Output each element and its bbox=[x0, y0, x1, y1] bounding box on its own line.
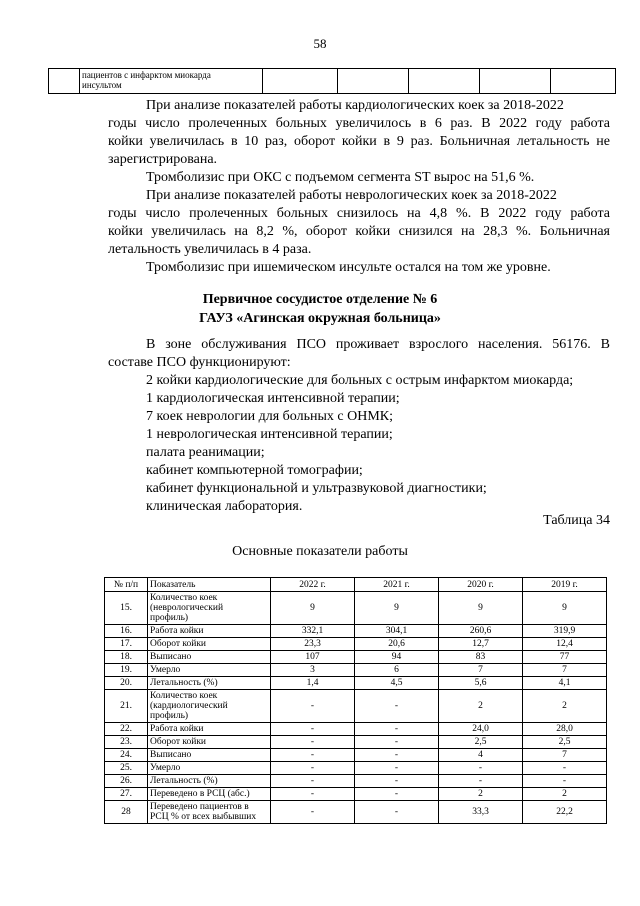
value-cell: 260,6 bbox=[439, 625, 523, 638]
indicator-name-line: (неврологический bbox=[150, 603, 224, 613]
indicator-name-line: Летальность (%) bbox=[150, 678, 218, 688]
value-cell: - bbox=[439, 775, 523, 788]
table-label: Таблица 34 bbox=[543, 513, 610, 528]
table-cell bbox=[409, 69, 480, 94]
row-number: 20. bbox=[105, 677, 148, 690]
table-row bbox=[105, 801, 607, 824]
indicator-name bbox=[148, 664, 271, 677]
indicator-name-line: профиль) bbox=[150, 711, 189, 721]
indicator-name-line: Умерло bbox=[150, 763, 181, 773]
table-row bbox=[105, 690, 607, 723]
table-cell bbox=[49, 69, 80, 94]
text-line: В зоне обслуживания ПСО проживает взрослого населения. 56176. В bbox=[146, 337, 610, 352]
value-cell: 4,1 bbox=[523, 677, 607, 690]
table-cell bbox=[263, 69, 338, 94]
value-cell: - bbox=[355, 749, 439, 762]
list-item: 2 койки кардиологические для больных с острым инфарктом миокарда; bbox=[146, 373, 574, 388]
value-cell: - bbox=[355, 801, 439, 824]
column-header: 2021 г. bbox=[355, 578, 439, 592]
value-cell: - bbox=[523, 775, 607, 788]
value-cell: 4,5 bbox=[355, 677, 439, 690]
value-cell: 5,6 bbox=[439, 677, 523, 690]
value-cell: - bbox=[355, 762, 439, 775]
value-cell: - bbox=[355, 788, 439, 801]
row-number: 27. bbox=[105, 788, 148, 801]
value-cell: 20,6 bbox=[355, 638, 439, 651]
row-number: 19. bbox=[105, 664, 148, 677]
indicator-name bbox=[148, 625, 271, 638]
value-cell: - bbox=[271, 736, 355, 749]
text-line: При анализе показателей работы кардиологических коек за 2018-2022 bbox=[146, 98, 564, 113]
section-heading bbox=[0, 290, 640, 328]
value-cell: 2,5 bbox=[439, 736, 523, 749]
column-header: Показатель bbox=[148, 578, 271, 592]
indicator-name bbox=[148, 690, 271, 723]
indicator-name-line: РСЦ % от всех выбывших bbox=[150, 812, 257, 822]
top-table-fragment bbox=[48, 68, 616, 94]
cell-text: инсультом bbox=[82, 80, 122, 90]
value-cell: 94 bbox=[355, 651, 439, 664]
table-row bbox=[105, 592, 607, 625]
indicator-name bbox=[148, 592, 271, 625]
value-cell: - bbox=[271, 801, 355, 824]
value-cell: 77 bbox=[523, 651, 607, 664]
value-cell: 304,1 bbox=[355, 625, 439, 638]
page-number: 58 bbox=[313, 36, 327, 51]
value-cell: 9 bbox=[271, 592, 355, 625]
table-row bbox=[105, 762, 607, 775]
table-header-row bbox=[105, 578, 607, 592]
table-body bbox=[105, 592, 607, 824]
value-cell: 28,0 bbox=[523, 723, 607, 736]
text-line: койки увеличилась на 8,2 %, оборот койки снизился на 28,3 %. Больничная bbox=[108, 224, 610, 239]
table-row bbox=[105, 736, 607, 749]
value-cell: - bbox=[355, 775, 439, 788]
indicator-name-line: Количество коек bbox=[150, 593, 218, 603]
value-cell: 33,3 bbox=[439, 801, 523, 824]
indicator-name-line: Переведено в РСЦ (абс.) bbox=[150, 789, 250, 799]
row-number: 21. bbox=[105, 690, 148, 723]
value-cell: - bbox=[355, 690, 439, 723]
indicator-name-line: Летальность (%) bbox=[150, 776, 218, 786]
table-row bbox=[105, 788, 607, 801]
list-item: палата реанимации; bbox=[146, 445, 265, 460]
list-item: 1 неврологическая интенсивной терапии; bbox=[146, 427, 393, 442]
indicator-name bbox=[148, 723, 271, 736]
column-header: 2019 г. bbox=[523, 578, 607, 592]
table-cell bbox=[551, 69, 616, 94]
indicator-name-line: Оборот койки bbox=[150, 639, 207, 649]
table-row bbox=[105, 664, 607, 677]
paragraph-thrombolysis-stroke bbox=[146, 259, 610, 277]
value-cell: 2 bbox=[523, 690, 607, 723]
row-number: 17. bbox=[105, 638, 148, 651]
table-cell bbox=[80, 69, 263, 94]
indicator-name bbox=[148, 801, 271, 824]
table-row bbox=[105, 775, 607, 788]
row-number: 28 bbox=[105, 801, 148, 824]
value-cell: 9 bbox=[355, 592, 439, 625]
column-header: № п/п bbox=[105, 578, 148, 592]
indicator-name-line: Выписано bbox=[150, 652, 192, 662]
row-number: 24. bbox=[105, 749, 148, 762]
indicator-name bbox=[148, 736, 271, 749]
row-number: 16. bbox=[105, 625, 148, 638]
value-cell: - bbox=[271, 762, 355, 775]
value-cell: 83 bbox=[439, 651, 523, 664]
list-item: 1 кардиологическая интенсивной терапии; bbox=[146, 391, 400, 406]
indicator-name-line: Работа койки bbox=[150, 724, 204, 734]
list-item: кабинет функциональной и ультразвуковой диагностики; bbox=[146, 481, 487, 496]
table-row bbox=[105, 677, 607, 690]
table-cell bbox=[338, 69, 409, 94]
indicator-name bbox=[148, 651, 271, 664]
table-row bbox=[105, 625, 607, 638]
indicator-name bbox=[148, 677, 271, 690]
row-number: 23. bbox=[105, 736, 148, 749]
table-row bbox=[105, 638, 607, 651]
indicator-name-line: профиль) bbox=[150, 613, 189, 623]
table-row bbox=[105, 749, 607, 762]
text-line: составе ПСО функционируют: bbox=[108, 355, 291, 370]
value-cell: 1,4 bbox=[271, 677, 355, 690]
indicator-name bbox=[148, 762, 271, 775]
heading-line: ГАУЗ «Агинская окружная больница» bbox=[199, 311, 441, 326]
column-header: 2022 г. bbox=[271, 578, 355, 592]
row-number: 25. bbox=[105, 762, 148, 775]
text-line: годы число пролеченных больных увеличилось в 6 раз. В 2022 году работа bbox=[108, 116, 610, 131]
column-header: 2020 г. bbox=[439, 578, 523, 592]
value-cell: 9 bbox=[523, 592, 607, 625]
text-line: койки увеличилась в 10 раз, оборот койки в 9 раз. Больничная летальность не bbox=[108, 134, 610, 149]
value-cell: 7 bbox=[523, 664, 607, 677]
paragraph-neurology-analysis bbox=[108, 187, 610, 259]
value-cell: 22,2 bbox=[523, 801, 607, 824]
value-cell: - bbox=[355, 723, 439, 736]
cell-text: пациентов с инфарктом миокарда bbox=[82, 70, 211, 80]
value-cell: 12,4 bbox=[523, 638, 607, 651]
value-cell: 319,9 bbox=[523, 625, 607, 638]
value-cell: 6 bbox=[355, 664, 439, 677]
row-number: 26. bbox=[105, 775, 148, 788]
paragraph-cardiology-analysis bbox=[108, 97, 610, 169]
indicator-name-line: (кардиологический bbox=[150, 701, 228, 711]
value-cell: 7 bbox=[523, 749, 607, 762]
value-cell: 9 bbox=[439, 592, 523, 625]
text-line: годы число пролеченных больных снизилось на 4,8 %. В 2022 году работа bbox=[108, 206, 610, 221]
row-number: 18. bbox=[105, 651, 148, 664]
value-cell: - bbox=[523, 762, 607, 775]
value-cell: - bbox=[271, 775, 355, 788]
table-caption: Основные показатели работы bbox=[232, 544, 408, 559]
indicator-name-line: Выписано bbox=[150, 750, 192, 760]
value-cell: 24,0 bbox=[439, 723, 523, 736]
value-cell: - bbox=[355, 736, 439, 749]
table-row bbox=[49, 69, 616, 94]
row-number: 15. bbox=[105, 592, 148, 625]
indicator-name bbox=[148, 638, 271, 651]
indicator-name bbox=[148, 775, 271, 788]
value-cell: 4 bbox=[439, 749, 523, 762]
list-item: клиническая лаборатория. bbox=[146, 499, 303, 514]
paragraph-intro bbox=[108, 336, 610, 372]
value-cell: 2 bbox=[439, 690, 523, 723]
value-cell: 3 bbox=[271, 664, 355, 677]
indicator-name bbox=[148, 788, 271, 801]
text-line: При анализе показателей работы неврологических коек за 2018-2022 bbox=[146, 188, 557, 203]
text-line: Тромболизис при ОКС с подъемом сегмента ST вырос на 51,6 %. bbox=[146, 170, 535, 185]
value-cell: 2 bbox=[523, 788, 607, 801]
paragraph-thrombolysis-oks bbox=[146, 169, 610, 187]
list-item: 7 коек неврологии для больных с ОНМК; bbox=[146, 409, 393, 424]
indicator-name bbox=[148, 749, 271, 762]
text-line: зарегистрирована. bbox=[108, 152, 218, 167]
table-row bbox=[105, 723, 607, 736]
indicators-table bbox=[104, 577, 607, 824]
value-cell: 7 bbox=[439, 664, 523, 677]
value-cell: 107 bbox=[271, 651, 355, 664]
indicator-name-line: Работа койки bbox=[150, 626, 204, 636]
value-cell: - bbox=[271, 788, 355, 801]
value-cell: - bbox=[271, 723, 355, 736]
indicator-name-line: Умерло bbox=[150, 665, 181, 675]
value-cell: 2,5 bbox=[523, 736, 607, 749]
table-cell bbox=[480, 69, 551, 94]
value-cell: 23,3 bbox=[271, 638, 355, 651]
indicator-name-line: Оборот койки bbox=[150, 737, 207, 747]
value-cell: 332,1 bbox=[271, 625, 355, 638]
value-cell: - bbox=[271, 690, 355, 723]
indicator-name-line: Переведено пациентов в bbox=[150, 802, 249, 812]
table-row bbox=[105, 651, 607, 664]
value-cell: 2 bbox=[439, 788, 523, 801]
value-cell: - bbox=[271, 749, 355, 762]
value-cell: 12,7 bbox=[439, 638, 523, 651]
indicator-name-line: Количество коек bbox=[150, 691, 218, 701]
list-item: кабинет компьютерной томографии; bbox=[146, 463, 363, 478]
row-number: 22. bbox=[105, 723, 148, 736]
text-line: летальность увеличилась в 4 раза. bbox=[108, 242, 312, 257]
text-line: Тромболизис при ишемическом инсульте остался на том же уровне. bbox=[146, 260, 551, 275]
heading-line: Первичное сосудистое отделение № 6 bbox=[202, 292, 438, 307]
value-cell: - bbox=[439, 762, 523, 775]
